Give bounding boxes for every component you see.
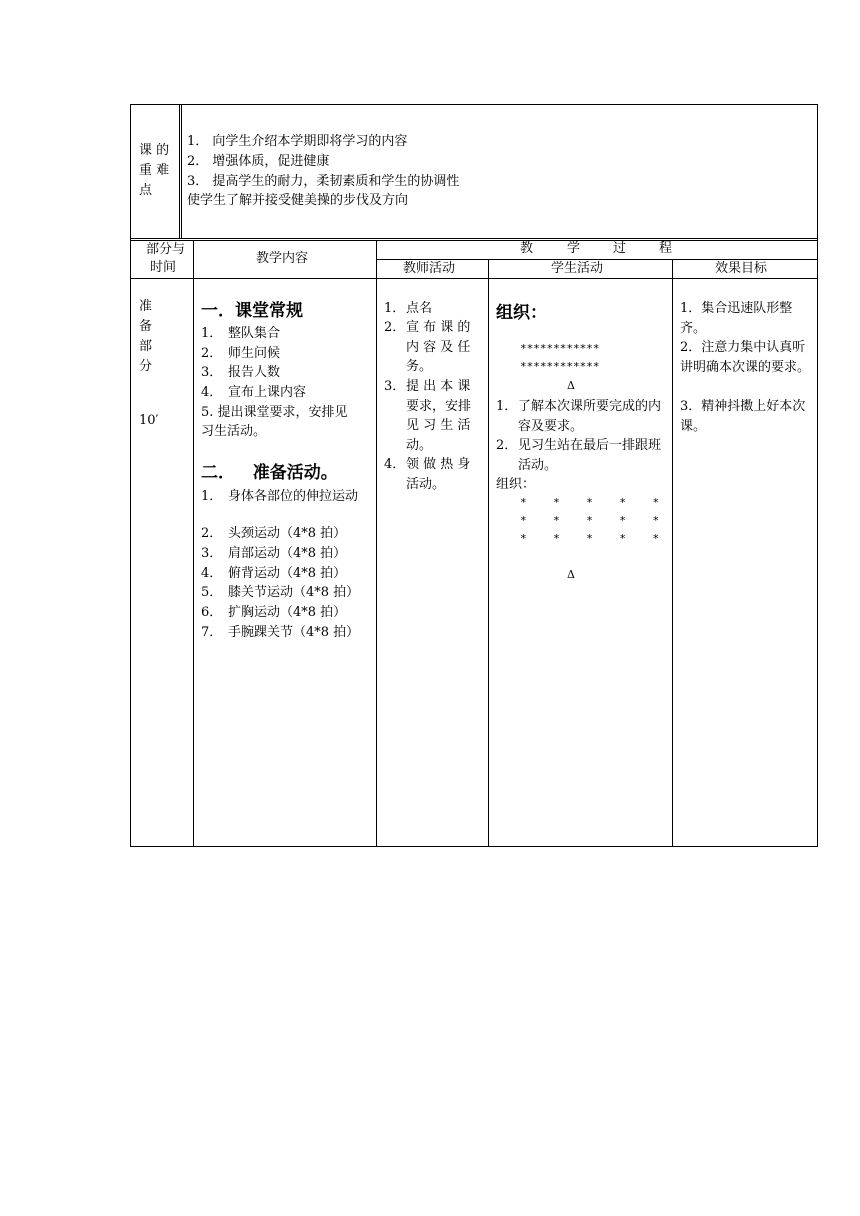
keypoints-label-divider-inner <box>181 104 182 238</box>
keypoints-label-line-1: 课 的 <box>139 143 170 158</box>
item-num: 3． <box>384 379 406 394</box>
student-formation-2-row-3: * * * * * <box>520 532 660 545</box>
keypoint-item-3 <box>187 173 459 191</box>
header-bottom-border <box>130 278 818 279</box>
student-org-label: 组织： <box>496 477 536 492</box>
item-text: 扩胸运动（4*8 拍） <box>228 605 347 620</box>
keypoint-item-2 <box>187 153 329 171</box>
teacher-item-1 <box>384 299 484 319</box>
section2-item-2 <box>201 525 346 543</box>
item-text: 俯背运动（4*8 拍） <box>228 566 347 581</box>
item-num: 2． <box>201 526 223 541</box>
item-num: 4． <box>201 566 223 581</box>
student-formation-2-row-2: * * * * * <box>520 514 660 527</box>
section2-title: 二． 准备活动。 <box>201 463 338 483</box>
student-item-2 <box>496 436 668 475</box>
header-process-char-4: 程 <box>659 241 673 256</box>
part-name-char-4: 分 <box>139 359 153 374</box>
section1-item-5-line-1: 5. 提出课堂要求，安排见 <box>201 405 348 420</box>
student-formation-1-row-1: ************ <box>520 342 600 355</box>
part-name-char-2: 备 <box>139 319 153 334</box>
section1-item-5-line-2: 习生活动。 <box>201 424 267 439</box>
item-text: 整队集合 <box>228 326 281 341</box>
section2-item-1 <box>201 487 371 507</box>
part-name-char-3: 部 <box>139 339 153 354</box>
item-num: 5． <box>201 585 223 600</box>
item-text: 宣布上课内容 <box>228 385 307 400</box>
table-keypoints-bottom-border <box>130 238 818 239</box>
keypoint-extra-line: 使学生了解并接受健美操的步伐及方向 <box>187 193 409 208</box>
keypoints-label-line-2: 重 难 <box>139 163 170 178</box>
header-top-border <box>130 240 818 241</box>
section1-item-4 <box>201 384 306 402</box>
keypoint-text: 增强体质，促进健康 <box>212 154 330 169</box>
keypoint-num: 1． <box>187 134 209 149</box>
keypoint-item-1 <box>187 133 407 151</box>
section1-item-1 <box>201 325 280 343</box>
student-formation-1-row-2: ************ <box>520 360 600 373</box>
item-text: 膝关节运动（4*8 拍） <box>228 585 360 600</box>
student-delta-2: Δ <box>567 568 575 581</box>
section1-item-3 <box>201 364 280 382</box>
section2-item-5 <box>201 584 359 602</box>
item-num: 6． <box>201 605 223 620</box>
header-part-time-line-1: 部分与 <box>146 242 186 257</box>
header-process-char-1: 教 <box>520 241 534 256</box>
student-org-title: 组织： <box>496 303 547 323</box>
item-num: 2． <box>201 346 223 361</box>
item-text: 点名 <box>406 301 433 316</box>
keypoints-label-divider <box>179 104 180 238</box>
item-num: 3． <box>201 365 223 380</box>
keypoint-num: 2． <box>187 154 209 169</box>
item-text: 了解本次课所要完成的内容及要求。 <box>518 399 662 434</box>
table-right-border <box>817 104 818 847</box>
effect-item-1: 1．集合迅速队形整齐。 <box>680 301 793 336</box>
student-formation-2-row-1: * * * * * <box>520 496 660 509</box>
item-text: 身体各部位的伸拉运动 <box>228 489 359 504</box>
effect-item-2: 2．注意力集中认真听讲明确本次课的要求。 <box>680 340 811 375</box>
part-name-char-1: 准 <box>139 299 153 314</box>
table-top-border <box>130 104 818 105</box>
teacher-item-2 <box>384 318 484 377</box>
item-text: 手腕踝关节（4*8 拍） <box>228 625 360 640</box>
student-item-1 <box>496 397 668 436</box>
header-content: 教学内容 <box>256 251 309 266</box>
item-num: 4． <box>384 457 406 472</box>
section2-item-4 <box>201 565 346 583</box>
teacher-item-4 <box>384 455 484 494</box>
table-left-border <box>130 104 131 847</box>
item-num: 4． <box>201 385 223 400</box>
effect-item-3: 3．精神抖擞上好本次课。 <box>680 399 806 434</box>
item-num: 2． <box>384 320 406 335</box>
keypoint-num: 3． <box>187 174 209 189</box>
section1-title: 一．课堂常规 <box>201 301 303 321</box>
item-num: 1． <box>384 301 406 316</box>
header-student: 学生活动 <box>551 261 604 276</box>
table-bottom-border <box>130 846 818 847</box>
section2-item-3 <box>201 545 346 563</box>
item-text: 头颈运动（4*8 拍） <box>228 526 347 541</box>
column-divider-content <box>376 240 377 847</box>
item-text: 领 做 热 身 活动。 <box>406 457 471 492</box>
part-time: 10′ <box>139 413 159 428</box>
item-text: 见习生站在最后一排跟班活动。 <box>518 438 662 473</box>
section2-item-6 <box>201 604 346 622</box>
teacher-item-3 <box>384 377 484 455</box>
header-process-char-2: 学 <box>567 241 581 256</box>
item-num: 7． <box>201 625 223 640</box>
keypoints-label-line-3: 点 <box>139 183 153 198</box>
item-text: 肩部运动（4*8 拍） <box>228 546 347 561</box>
keypoint-text: 向学生介绍本学期即将学习的内容 <box>212 134 408 149</box>
column-divider-student <box>672 259 673 847</box>
item-text: 提 出 本 课 要求，安排 见 习 生 活 动。 <box>406 379 472 453</box>
item-text: 师生问候 <box>228 346 281 361</box>
item-num: 1． <box>201 326 223 341</box>
student-delta-1: Δ <box>567 379 575 392</box>
column-divider-teacher <box>488 259 489 847</box>
keypoint-text: 提高学生的耐力，柔韧素质和学生的协调性 <box>212 174 460 189</box>
header-part-time-line-2: 时间 <box>150 260 177 275</box>
header-teacher: 教师活动 <box>403 261 456 276</box>
item-num: 2． <box>496 438 518 453</box>
item-num: 3． <box>201 546 223 561</box>
header-process-char-3: 过 <box>613 241 627 256</box>
item-text: 报告人数 <box>228 365 281 380</box>
item-num: 1． <box>201 489 223 504</box>
section1-item-2 <box>201 345 280 363</box>
header-effect: 效果目标 <box>715 261 768 276</box>
column-divider-part <box>193 240 194 847</box>
item-text: 宣 布 课 的 内 容 及 任 务。 <box>406 320 471 374</box>
section2-item-7 <box>201 624 359 642</box>
item-num: 1． <box>496 399 518 414</box>
